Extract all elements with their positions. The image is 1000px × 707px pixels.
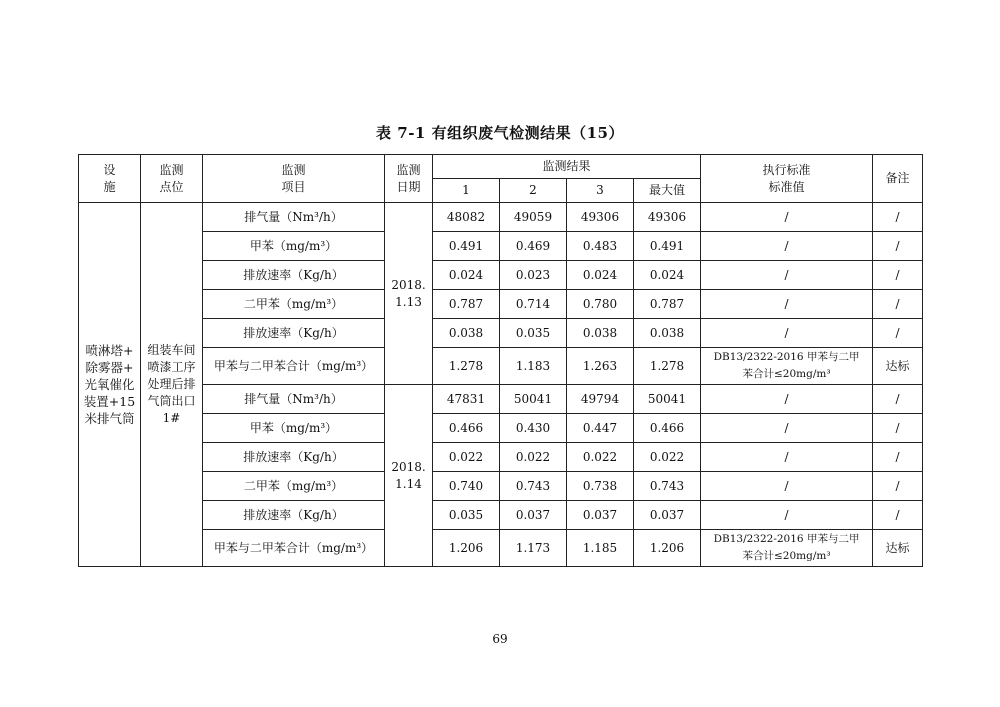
result-1-cell: 0.038	[433, 319, 500, 348]
header-facility: 设 施	[79, 155, 141, 203]
result-3-cell: 49794	[567, 385, 634, 414]
result-1-cell: 0.740	[433, 472, 500, 501]
result-2-cell: 0.714	[500, 290, 567, 319]
result-3-cell: 0.038	[567, 319, 634, 348]
note-cell: /	[873, 472, 923, 501]
result-3-cell: 0.447	[567, 414, 634, 443]
header-item: 监测 项目	[203, 155, 385, 203]
result-3-cell: 0.037	[567, 501, 634, 530]
note-cell: 达标	[873, 348, 923, 385]
standard-cell: /	[701, 501, 873, 530]
table-row	[79, 348, 923, 385]
standard-cell: /	[701, 232, 873, 261]
item-cell: 甲苯（mg/m³）	[203, 414, 385, 443]
item-cell: 甲苯（mg/m³）	[203, 232, 385, 261]
standard-cell: /	[701, 443, 873, 472]
item-cell: 排放速率（Kg/h）	[203, 261, 385, 290]
header-max: 最大值	[634, 179, 701, 203]
result-1-cell: 1.278	[433, 348, 500, 385]
table-row	[79, 472, 923, 501]
result-1-cell: 1.206	[433, 530, 500, 567]
result-2-cell: 49059	[500, 203, 567, 232]
result-2-cell: 0.430	[500, 414, 567, 443]
result-2-cell: 0.469	[500, 232, 567, 261]
result-2-cell: 0.037	[500, 501, 567, 530]
header-results: 监测结果	[433, 155, 701, 179]
standard-cell: DB13/2322-2016 甲苯与二甲 苯合计≤20mg/m³	[701, 348, 873, 385]
result-2-cell: 50041	[500, 385, 567, 414]
max-cell: 1.206	[634, 530, 701, 567]
result-2-cell: 0.023	[500, 261, 567, 290]
standard-cell: DB13/2322-2016 甲苯与二甲 苯合计≤20mg/m³	[701, 530, 873, 567]
table-row	[79, 385, 923, 414]
result-3-cell: 0.483	[567, 232, 634, 261]
standard-cell: /	[701, 414, 873, 443]
result-3-cell: 0.022	[567, 443, 634, 472]
max-cell: 0.024	[634, 261, 701, 290]
result-3-cell: 0.024	[567, 261, 634, 290]
table-row	[79, 261, 923, 290]
table-row	[79, 501, 923, 530]
standard-cell: /	[701, 290, 873, 319]
result-1-cell: 0.035	[433, 501, 500, 530]
max-cell: 0.022	[634, 443, 701, 472]
waste-gas-results-table	[78, 154, 923, 567]
table-title: 表 7-1 有组织废气检测结果（15）	[376, 124, 624, 142]
result-1-cell: 0.024	[433, 261, 500, 290]
note-cell: /	[873, 385, 923, 414]
note-cell: /	[873, 232, 923, 261]
note-cell: /	[873, 261, 923, 290]
table-row	[79, 203, 923, 232]
result-1-cell: 47831	[433, 385, 500, 414]
result-1-cell: 0.466	[433, 414, 500, 443]
note-cell: /	[873, 414, 923, 443]
result-3-cell: 0.780	[567, 290, 634, 319]
facility-cell: 喷淋塔+ 除雾器+ 光氧催化 装置+15 米排气筒	[79, 203, 141, 567]
page-number: 69	[492, 632, 508, 646]
table-row	[79, 319, 923, 348]
max-cell: 50041	[634, 385, 701, 414]
header-date: 监测 日期	[385, 155, 433, 203]
note-cell: /	[873, 501, 923, 530]
item-cell: 二甲苯（mg/m³）	[203, 290, 385, 319]
max-cell: 0.466	[634, 414, 701, 443]
note-cell: /	[873, 443, 923, 472]
header-note: 备注	[873, 155, 923, 203]
max-cell: 0.037	[634, 501, 701, 530]
result-1-cell: 0.022	[433, 443, 500, 472]
result-3-cell: 1.185	[567, 530, 634, 567]
result-2-cell: 0.035	[500, 319, 567, 348]
standard-cell: /	[701, 385, 873, 414]
table-row	[79, 443, 923, 472]
note-cell: 达标	[873, 530, 923, 567]
result-2-cell: 0.022	[500, 443, 567, 472]
result-2-cell: 1.183	[500, 348, 567, 385]
result-3-cell: 49306	[567, 203, 634, 232]
result-2-cell: 1.173	[500, 530, 567, 567]
max-cell: 0.787	[634, 290, 701, 319]
item-cell: 排气量（Nm³/h）	[203, 385, 385, 414]
result-2-cell: 0.743	[500, 472, 567, 501]
item-cell: 排气量（Nm³/h）	[203, 203, 385, 232]
result-1-cell: 0.491	[433, 232, 500, 261]
item-cell: 甲苯与二甲苯合计（mg/m³）	[203, 348, 385, 385]
table-row	[79, 290, 923, 319]
date-cell: 2018. 1.14	[385, 385, 433, 567]
note-cell: /	[873, 319, 923, 348]
max-cell: 49306	[634, 203, 701, 232]
result-3-cell: 0.738	[567, 472, 634, 501]
item-cell: 甲苯与二甲苯合计（mg/m³）	[203, 530, 385, 567]
max-cell: 0.491	[634, 232, 701, 261]
max-cell: 0.038	[634, 319, 701, 348]
note-cell: /	[873, 290, 923, 319]
standard-cell: /	[701, 319, 873, 348]
item-cell: 排放速率（Kg/h）	[203, 501, 385, 530]
result-1-cell: 48082	[433, 203, 500, 232]
max-cell: 0.743	[634, 472, 701, 501]
header-point: 监测 点位	[141, 155, 203, 203]
standard-cell: /	[701, 203, 873, 232]
standard-cell: /	[701, 261, 873, 290]
header-result-1: 1	[433, 179, 500, 203]
table-row	[79, 232, 923, 261]
point-cell: 组装车间 喷漆工序 处理后排 气筒出口 1#	[141, 203, 203, 567]
max-cell: 1.278	[634, 348, 701, 385]
date-cell: 2018. 1.13	[385, 203, 433, 385]
header-standard: 执行标准 标准值	[701, 155, 873, 203]
table-row	[79, 414, 923, 443]
header-result-3: 3	[567, 179, 634, 203]
standard-cell: /	[701, 472, 873, 501]
note-cell: /	[873, 203, 923, 232]
item-cell: 排放速率（Kg/h）	[203, 319, 385, 348]
item-cell: 排放速率（Kg/h）	[203, 443, 385, 472]
result-1-cell: 0.787	[433, 290, 500, 319]
item-cell: 二甲苯（mg/m³）	[203, 472, 385, 501]
result-3-cell: 1.263	[567, 348, 634, 385]
table-row	[79, 530, 923, 567]
header-result-2: 2	[500, 179, 567, 203]
